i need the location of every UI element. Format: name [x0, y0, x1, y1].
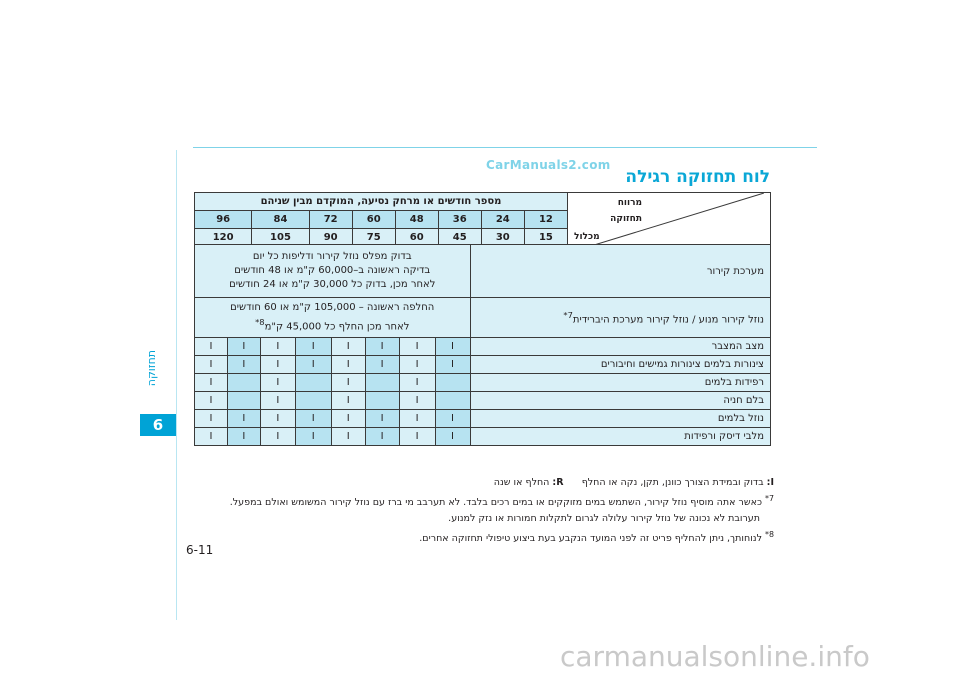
note-7-line1: כאשר אתה מוסיף נוזל קירור, השתמש במים מזוקקים או במים רכים בלבד. לא תערבב מי ברז עם נוזל קירור המשומש ואולם במפעל.: [229, 497, 762, 509]
month-cell: 96: [195, 211, 252, 229]
coolant-label-footnote: 7*: [563, 310, 573, 320]
coolant-condition: [195, 298, 471, 338]
mark-cell: I: [331, 410, 365, 428]
row-label-brake-pads: רפידות בלמים: [470, 374, 771, 392]
mark-cell: I: [227, 356, 260, 374]
legend-line: [174, 475, 774, 491]
row-label-brake-fluid: נוזל בלמים: [470, 410, 771, 428]
km-cell: 120: [195, 229, 252, 247]
mark-cell: I: [295, 410, 331, 428]
chapter-label: תחזוקה: [145, 350, 158, 387]
mark-cell: I: [295, 356, 331, 374]
km-cell: 105: [252, 229, 309, 247]
note-8: [174, 527, 774, 547]
mark-cell: I: [435, 338, 470, 356]
mark-cell: I: [399, 356, 435, 374]
km-cell: 90: [309, 229, 352, 247]
mark-cell: [365, 392, 399, 410]
cooling-cond-line: בדוק מפלס נוזל קירור ודליפות כל יום: [252, 251, 412, 262]
mark-cell: I: [399, 392, 435, 410]
mark-cell: I: [365, 356, 399, 374]
mark-cell: I: [331, 374, 365, 392]
page-number: 6-11: [186, 543, 214, 557]
top-rule: [193, 147, 817, 148]
month-cell: 84: [252, 211, 309, 229]
coolant-cond-line: לאחר מכן החלף כל 45,000 ק"מ: [264, 321, 410, 333]
coolant-label-text: נוזל קירור מנוע / נוזל קירור מערכת היברידית: [572, 314, 764, 326]
row-label-cooling-system: מערכת קירור: [470, 245, 771, 298]
legend-r-key: R:: [552, 477, 564, 488]
row-label-coolant: [470, 298, 771, 338]
maintenance-table-body: [194, 244, 771, 446]
legend-i-key: I:: [766, 477, 774, 488]
km-cell: 60: [395, 229, 438, 247]
mark-cell: I: [435, 428, 470, 446]
page-title: לוח תחזוקה רגילה: [625, 167, 770, 187]
corner-label-interval: מרווח: [617, 198, 642, 208]
footnotes: [174, 475, 774, 547]
mark-cell: I: [195, 338, 228, 356]
mark-cell: I: [260, 338, 295, 356]
mark-cell: I: [295, 338, 331, 356]
mark-cell: I: [195, 392, 228, 410]
mark-cell: I: [399, 338, 435, 356]
mark-cell: [365, 374, 399, 392]
row-label-battery: מצב המצבר: [470, 338, 771, 356]
mark-cell: I: [331, 428, 365, 446]
corner-cell: [568, 193, 771, 247]
km-cell: 75: [352, 229, 395, 247]
mark-cell: I: [195, 410, 228, 428]
month-cell: 12: [524, 211, 567, 229]
mark-cell: I: [295, 428, 331, 446]
mark-cell: I: [365, 410, 399, 428]
km-cell: 15: [524, 229, 567, 247]
mark-cell: I: [227, 428, 260, 446]
note-7-cont: תערובת לא נכונה של נוזל קירור עלולה לגרום לתקלות חמורות או נזק למנוע.: [448, 513, 760, 525]
mark-cell: [227, 392, 260, 410]
km-cell: 30: [481, 229, 524, 247]
side-divider: [176, 150, 177, 620]
mark-cell: I: [365, 428, 399, 446]
chapter-tab: 6: [140, 414, 176, 436]
mark-cell: I: [331, 338, 365, 356]
legend-i-text: בדוק ובמידת הצורך כוונן, תקן, נקה או החלף: [581, 477, 764, 488]
note-7: [174, 491, 774, 511]
mark-cell: I: [195, 428, 228, 446]
mark-cell: I: [195, 374, 228, 392]
mark-cell: I: [260, 428, 295, 446]
km-cell: 45: [438, 229, 481, 247]
watermark-top: CarManuals2.com: [486, 158, 611, 172]
month-cell: 60: [352, 211, 395, 229]
month-cell: 72: [309, 211, 352, 229]
mark-cell: [435, 374, 470, 392]
coolant-cond-line: החלפה ראשונה – 105,000 ק"מ או 60 חודשים: [230, 302, 435, 313]
month-cell: 48: [395, 211, 438, 229]
row-label-parking-brake: בלם חניה: [470, 392, 771, 410]
cooling-cond-line: לאחר מכן, בדוק כל 30,000 ק"מ או 24 חודשים: [229, 279, 436, 290]
mark-cell: I: [260, 392, 295, 410]
mark-cell: I: [331, 392, 365, 410]
row-label-brake-lines: צינורות בלמים צינורות גמישים וחיבורים: [470, 356, 771, 374]
note-8-key: 8*: [765, 530, 774, 540]
month-cell: 24: [481, 211, 524, 229]
watermark-bottom: carmanualsonline.info: [560, 640, 870, 673]
note-7-key: 7*: [765, 494, 774, 503]
cooling-condition: [195, 245, 471, 298]
mark-cell: I: [195, 356, 228, 374]
mark-cell: I: [260, 410, 295, 428]
mark-cell: I: [260, 374, 295, 392]
mark-cell: I: [227, 338, 260, 356]
mark-cell: I: [399, 410, 435, 428]
mark-cell: I: [331, 356, 365, 374]
mark-cell: [227, 374, 260, 392]
corner-label-maintenance: תחזוקה: [610, 214, 642, 224]
mark-cell: I: [365, 338, 399, 356]
mark-cell: [295, 374, 331, 392]
mark-cell: I: [399, 374, 435, 392]
header-span: מספר חודשים או מרחק נסיעה, המוקדם מבין שניהם: [195, 193, 568, 211]
corner-label-assembly: מכלול: [574, 232, 600, 242]
mark-cell: I: [399, 428, 435, 446]
row-label-disc-pads: מלבי דיסק ורפידות: [470, 428, 771, 446]
month-cell: 36: [438, 211, 481, 229]
mark-cell: [295, 392, 331, 410]
mark-cell: [435, 392, 470, 410]
mark-cell: I: [260, 356, 295, 374]
coolant-cond-footnote: 8*: [255, 317, 265, 327]
note-8-line1: לנוחותך, ניתן להחליף פריט זה לפני המועד הנקבע בעת ביצוע טיפולי תחזוקה אחרים.: [419, 533, 762, 545]
legend-r-text: החלף או שנה: [493, 477, 550, 488]
mark-cell: I: [227, 410, 260, 428]
cooling-cond-line: בדיקה ראשונה ב–60,000 ק"מ או 48 חודשים: [234, 265, 431, 276]
mark-cell: I: [435, 356, 470, 374]
mark-cell: I: [435, 410, 470, 428]
